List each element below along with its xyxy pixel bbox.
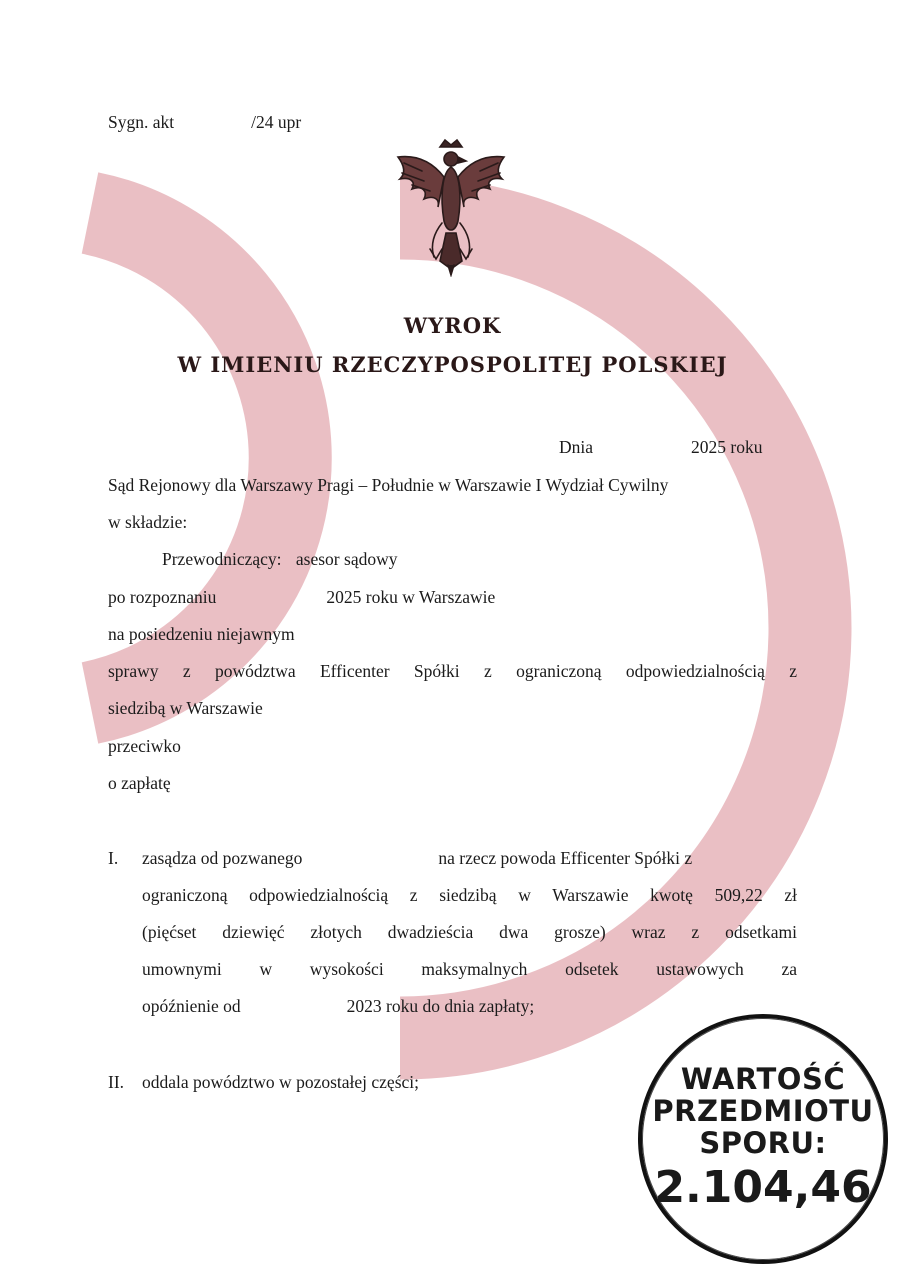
case-description-line2: siedzibą w Warszawie [108,698,263,718]
ruling-1-line2: ograniczoną odpowiedzialnością z siedzibą w Warszawie kwotę 509,22 zł [142,885,797,905]
session-type: na posiedzeniu niejawnym [108,624,295,644]
document-subtitle: W IMIENIU RZECZYPOSPOLITEJ POLSKIEJ [177,352,728,377]
stamp-line2: PRZEDMIOTU [652,1094,874,1128]
ruling-1-line1 [142,847,692,869]
court-composition: w składzie: [108,512,188,532]
case-signature-suffix: /24 upr [251,112,302,132]
date-prefix: Dnia [559,437,594,457]
ruling-1-line1-suffix: na rzecz powoda Efficenter Spółki z [438,848,693,868]
ruling-1-line3: (pięćset dziewięć złotych dwadzieścia dwa grosze) wraz z odsetkami [142,922,797,942]
ruling-1-line5-prefix: opóźnienie od [142,996,241,1016]
ruling-1-line4: umownymi w wysokości maksymalnych odsetek ustawowych za [142,959,797,979]
stamp-value: 2.104,46 [654,1162,872,1213]
ruling-2-line1: oddala powództwo w pozostałej części; [142,1072,419,1092]
review-line [108,586,495,608]
court-name: Sąd Rejonowy dla Warszawy Pragi – Południe w Warszawie I Wydział Cywilny [108,475,669,495]
polish-eagle-icon [390,137,512,277]
right-arc [400,218,810,1038]
presiding-value: asesor sądowy [295,549,398,569]
dispute-value-stamp [638,1014,888,1264]
ruling-number: II. [108,1072,125,1092]
case-description-line1: sprawy z powództwa Efficenter Spółki z ograniczoną odpowiedzialnością z [108,661,797,681]
ruling-1-line5-suffix: 2023 roku do dnia zapłaty; [346,996,535,1016]
case-signature-prefix: Sygn. akt [108,112,175,132]
date-suffix: 2025 roku [691,437,763,457]
case-signature [108,111,301,133]
review-prefix: po rozpoznaniu [108,587,217,607]
presiding-judge [162,548,397,570]
ruling-number: I. [108,848,119,868]
stamp-line3: SPORU: [699,1126,827,1160]
presiding-label: Przewodniczący: [162,549,282,569]
defendant-label: przeciwko [108,736,181,756]
document-title: WYROK [403,313,502,338]
review-suffix: 2025 roku w Warszawie [326,587,496,607]
stamp-line1: WARTOŚĆ [680,1062,846,1096]
case-subject: o zapłatę [108,773,171,793]
ruling-1-line5 [142,995,534,1017]
judgment-date [559,436,762,458]
ruling-1-line1-prefix: zasądza od pozwanego [142,848,303,868]
